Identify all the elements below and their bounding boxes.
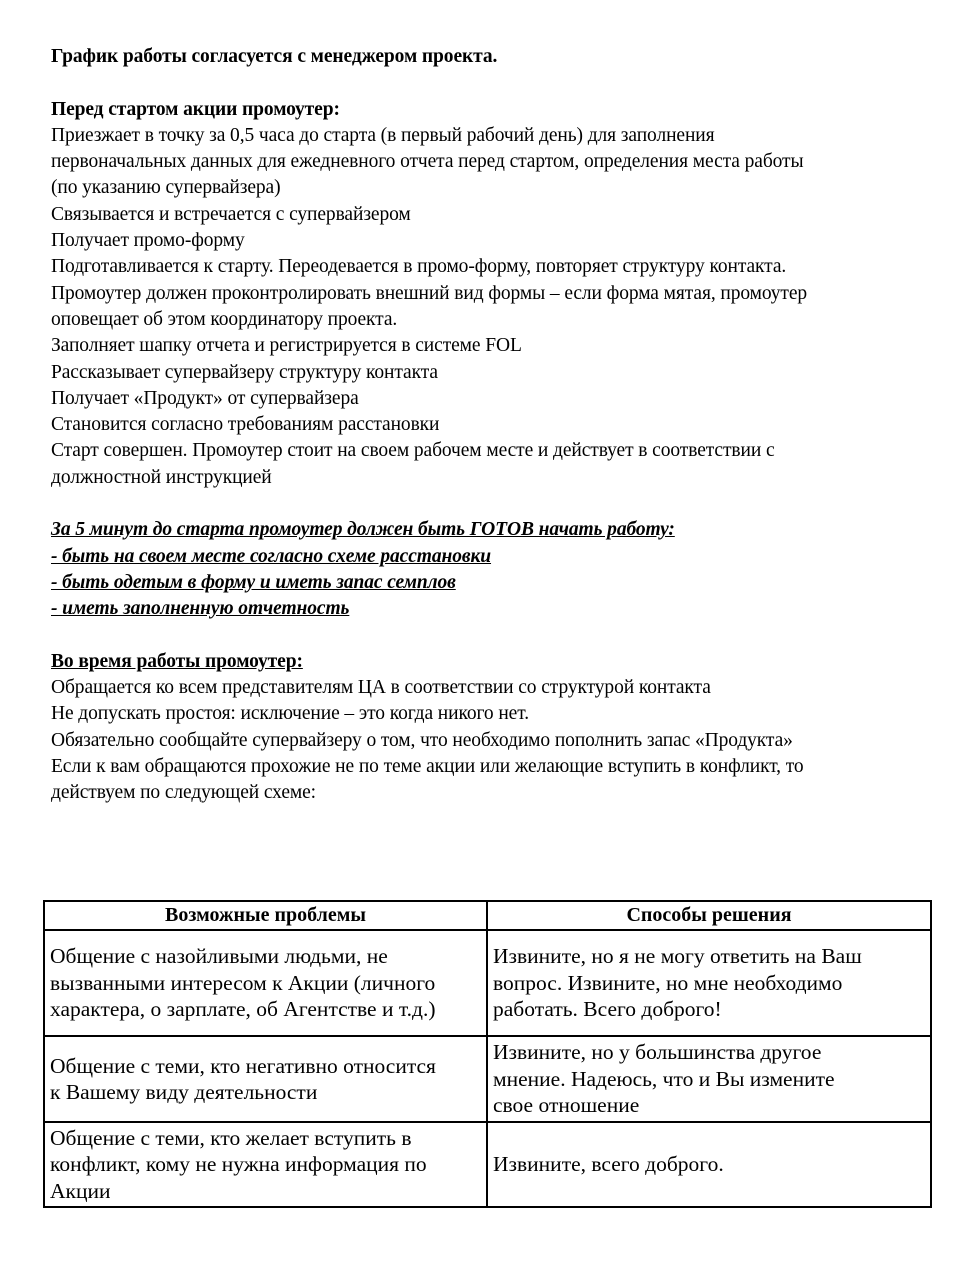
table-row xyxy=(44,1036,931,1122)
problems-solutions-table xyxy=(43,900,932,1208)
ready-heading: За 5 минут до старта промоутер должен быть ГОТОВ начать работу: xyxy=(51,519,675,541)
intro-text: График работы согласуется с менеджером проекта. xyxy=(51,46,498,67)
table-row xyxy=(44,1122,931,1207)
table-header-row xyxy=(44,901,931,930)
before-start-line: (по указанию супервайзера) xyxy=(51,177,281,199)
ready-item: - быть на своем месте согласно схеме расстановки xyxy=(51,545,492,567)
column-header-problems: Возможные проблемы xyxy=(44,901,487,930)
cell-line: мнение. Надеюсь, что и Вы измените xyxy=(493,1066,835,1091)
problem-cell xyxy=(44,1122,487,1207)
before-start-line: Подготавливается к старту. Переодевается в промо-форму, повторяет структуру контакта. xyxy=(51,256,787,278)
cell-line: Акции xyxy=(50,1178,111,1203)
ready-item: - быть одетым в форму и иметь запас семплов xyxy=(51,571,456,593)
before-start-line: Промоутер должен проконтролировать внешний вид формы – если форма мятая, промоутер xyxy=(51,282,808,304)
during-work-line: Если к вам обращаются прохожие не по теме акции или желающие вступить в конфликт, то xyxy=(51,756,804,778)
solution-cell xyxy=(487,1036,931,1122)
table-row xyxy=(44,930,931,1036)
document-page xyxy=(51,44,921,807)
spacer xyxy=(51,623,921,649)
ready-item: - иметь заполненную отчетность xyxy=(51,598,350,620)
cell-line: работать. Всего доброго! xyxy=(493,997,722,1022)
before-start-line: Приезжает в точку за 0,5 часа до старта (в первый рабочий день) для заполнения xyxy=(51,124,715,146)
before-start-line: первоначальных данных для ежедневного отчета перед стартом, определения места работы xyxy=(51,151,804,173)
before-start-line: Получает промо-форму xyxy=(51,230,245,252)
before-start-line: Заполняет шапку отчета и регистрируется в системе FOL xyxy=(51,335,522,357)
spacer xyxy=(51,491,921,517)
cell-line: Общение с теми, кто желает вступить в xyxy=(50,1125,412,1150)
cell-line: вызванными интересом к Акции (личного xyxy=(50,970,436,995)
cell-line: Извините, всего доброго. xyxy=(493,1152,724,1177)
solution-cell xyxy=(487,930,931,1036)
during-work-heading: Во время работы промоутер: xyxy=(51,650,303,672)
cell-line: Извините, но я не могу ответить на Ваш xyxy=(493,944,862,969)
cell-line: к Вашему виду деятельности xyxy=(50,1080,318,1104)
solution-cell xyxy=(487,1122,931,1207)
before-start-line: Рассказывает супервайзеру структуру контакта xyxy=(51,361,438,383)
before-start-line: Связывается и встречается с супервайзером xyxy=(51,203,411,225)
during-work-line: Обращается ко всем представителям ЦА в соответствии со структурой контакта xyxy=(51,677,711,699)
cell-line: свое отношение xyxy=(493,1093,640,1118)
cell-line: конфликт, кому не нужна информация по xyxy=(50,1152,427,1177)
problem-cell xyxy=(44,1036,487,1122)
before-start-line: оповещает об этом координатору проекта. xyxy=(51,308,398,330)
before-start-line: Старт совершен. Промоутер стоит на своем рабочем месте и действует в соответствии с xyxy=(51,440,775,462)
before-start-line: Становится согласно требованиям расстановки xyxy=(51,414,440,436)
during-work-line: Не допускать простоя: исключение – это когда никого нет. xyxy=(51,703,529,725)
before-start-line: должностной инструкцией xyxy=(51,466,272,488)
column-header-solutions: Способы решения xyxy=(487,901,931,930)
spacer xyxy=(51,70,921,96)
during-work-line: действуем по следующей схеме: xyxy=(51,782,316,804)
cell-line: Общение с теми, кто негативно относится xyxy=(50,1053,436,1078)
cell-line: характера, о зарплате, об Агентстве и т.д.) xyxy=(50,997,436,1022)
during-work-line: Обязательно сообщайте супервайзеру о том, что необходимо пополнить запас «Продукта» xyxy=(51,729,793,751)
cell-line: Извините, но у большинства другое xyxy=(493,1040,822,1065)
cell-line: Общение с назойливыми людьми, не xyxy=(50,944,388,969)
problem-cell xyxy=(44,930,487,1036)
cell-line: вопрос. Извините, но мне необходимо xyxy=(493,970,843,995)
before-start-heading: Перед стартом акции промоутер: xyxy=(51,98,340,120)
before-start-line: Получает «Продукт» от супервайзера xyxy=(51,387,359,409)
